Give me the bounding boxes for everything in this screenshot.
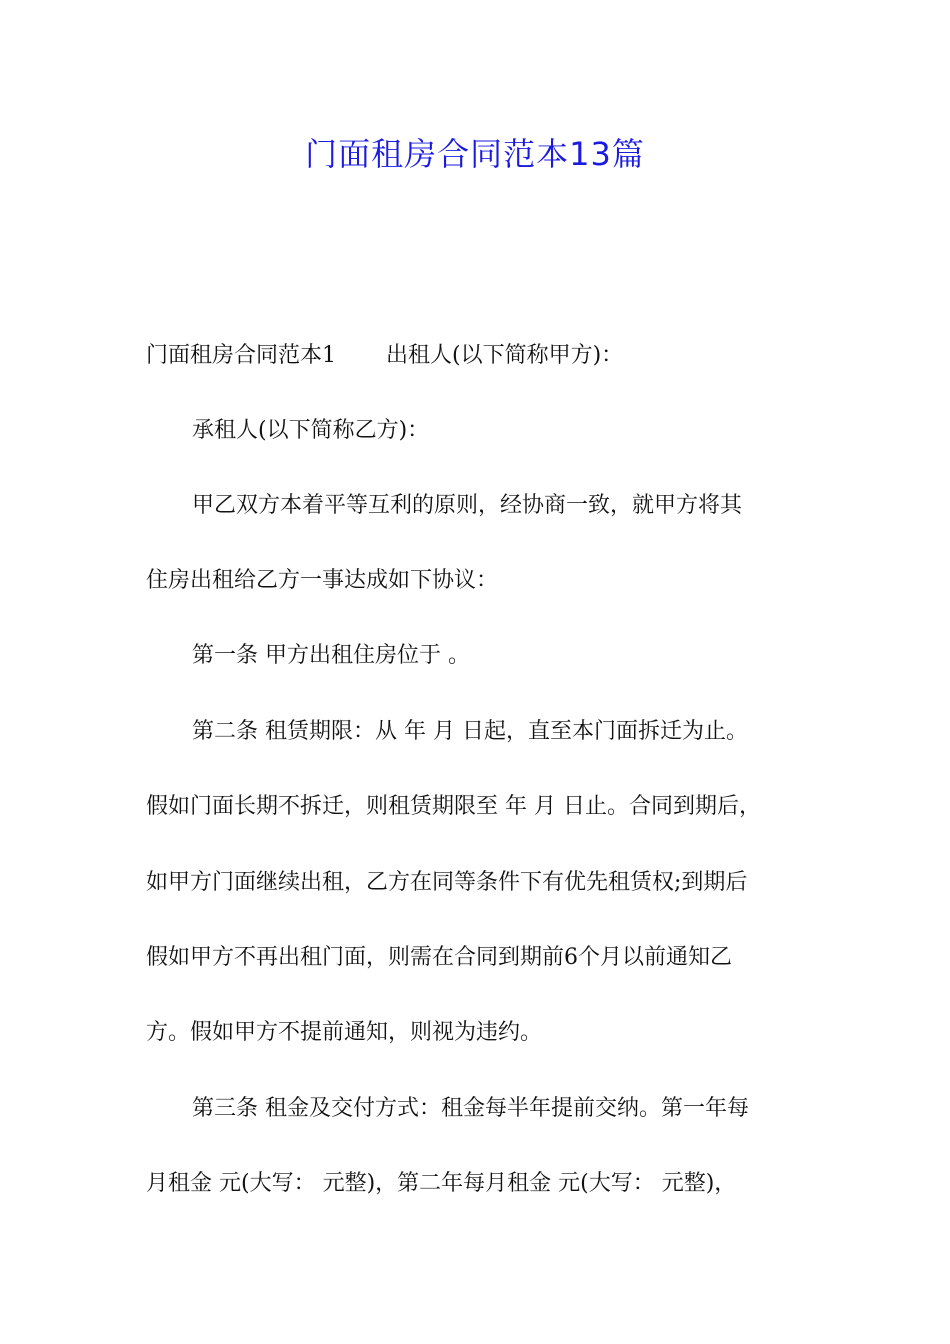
paragraph-line: 如甲方门面继续出租，乙方在同等条件下有优先租赁权;到期后: [146, 870, 748, 895]
section-heading: 门面租房合同范本1: [146, 343, 336, 368]
paragraph-line: 第一条 甲方出租住房位于 。: [192, 643, 470, 668]
paragraph-line-heading: [146, 336, 623, 376]
paragraph-line: 甲乙双方本着平等互利的原则，经协商一致，就甲方将其: [192, 493, 743, 518]
paragraph-line: 住房出租给乙方一事达成如下协议：: [146, 568, 499, 593]
paragraph-line: 假如甲方不再出租门面，则需在合同到期前6个月以前通知乙: [146, 945, 732, 970]
paragraph-line: 第三条 租金及交付方式：租金每半年提前交纳。第一年每: [192, 1096, 749, 1121]
document-title: 门面租房合同范本13篇: [305, 135, 645, 173]
paragraph-line: 承租人(以下简称乙方)：: [192, 418, 430, 443]
paragraph-line: 月租金 元(大写： 元整)，第二年每月租金 元(大写： 元整)，: [146, 1171, 737, 1196]
lessor-label: 出租人(以下简称甲方)：: [386, 343, 624, 368]
paragraph-line: 第二条 租赁期限：从 年 月 日起，直至本门面拆迁为止。: [192, 719, 748, 744]
paragraph-line: 方。假如甲方不提前通知，则视为违约。: [146, 1020, 543, 1045]
paragraph-line: 假如门面长期不拆迁，则租赁期限至 年 月 日止。合同到期后，: [146, 794, 761, 819]
